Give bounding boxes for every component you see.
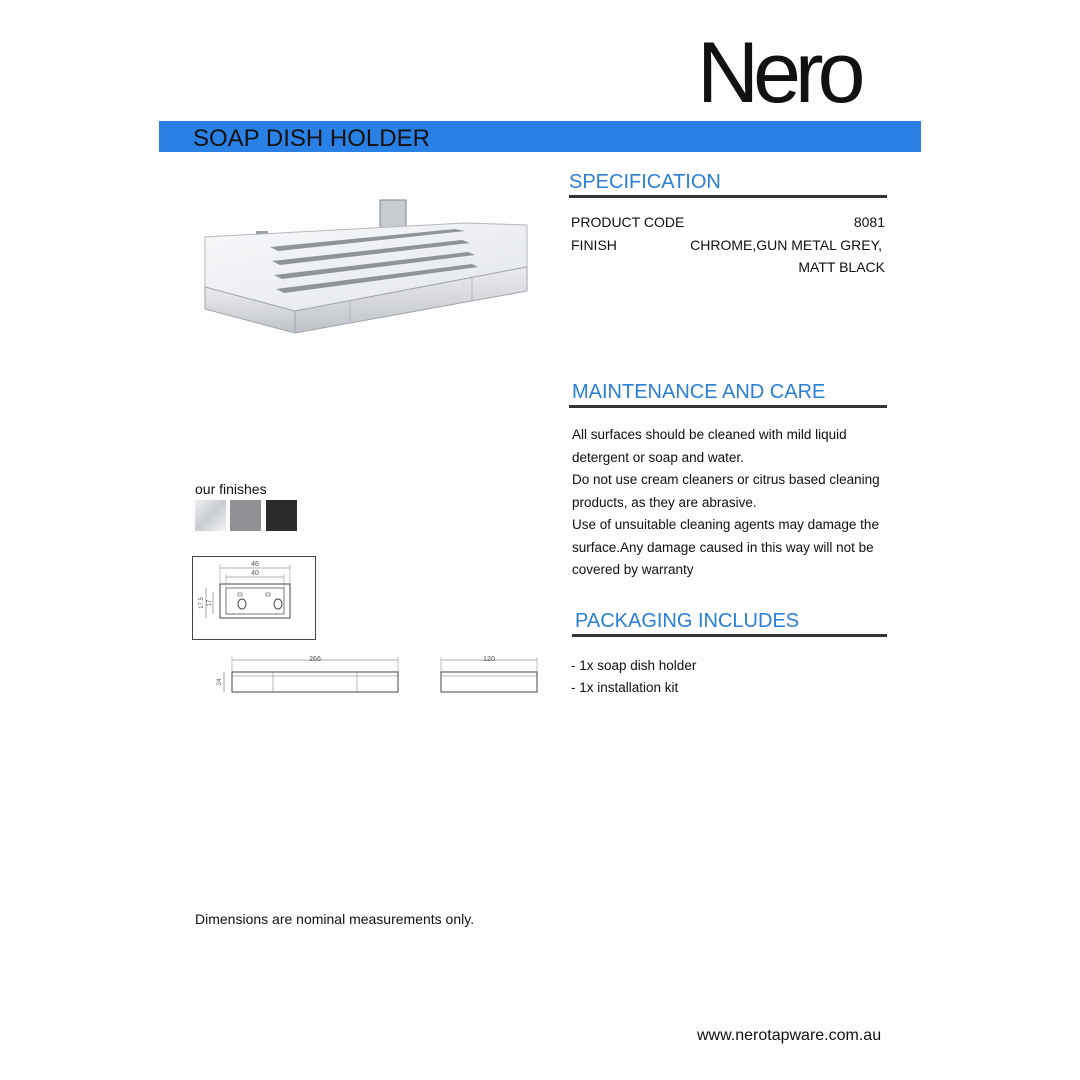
maintenance-line: products, as they are abrasive. [572,494,757,510]
dim-17: 17 [207,599,213,607]
finish-value-line2: MATT BLACK [798,259,885,275]
finish-label: FINISH [571,237,617,253]
maintenance-line: detergent or soap and water. [572,449,744,465]
dim-40: 40 [251,570,259,577]
maintenance-line: surface.Any damage caused in this way will not be [572,539,874,555]
packaging-heading: PACKAGING INCLUDES [575,610,800,632]
website-link[interactable]: www.nerotapware.com.au [697,1027,882,1044]
specification-heading: SPECIFICATION [569,171,721,193]
swatch-matt-black [266,500,297,531]
maintenance-text [572,424,902,582]
maintenance-line: covered by warranty [572,562,694,577]
product-title: SOAP DISH HOLDER [193,125,430,152]
product-code-label: PRODUCT CODE [571,214,685,230]
dim-266: 266 [309,656,321,663]
swatch-chrome [195,500,226,531]
specification-rule [569,195,887,198]
maintenance-rule [569,405,887,408]
technical-drawing-plan [192,556,317,641]
product-code-value: 8081 [853,214,885,230]
maintenance-heading: MAINTENANCE AND CARE [572,381,826,403]
dim-24: 24 [217,678,223,686]
dim-46: 46 [251,561,259,568]
brand-logo: Nero [697,25,860,121]
maintenance-line: Do not use cream cleaners or citrus based cleaning [572,472,880,487]
swatch-gun-metal-grey [230,500,261,531]
maintenance-line: All surfaces should be cleaned with mild liquid [572,427,847,442]
maintenance-line: Use of unsuitable cleaning agents may damage the [572,517,879,532]
dim-120: 120 [483,656,495,663]
product-image [200,195,530,340]
packaging-item: - 1x soap dish holder [571,658,697,673]
technical-drawing-side [438,654,540,696]
dimensions-note: Dimensions are nominal measurements only. [195,911,475,927]
finish-value-line1: CHROME,GUN METAL GREY, [690,237,882,253]
packaging-rule [572,634,887,637]
packaging-item: - 1x installation kit [571,680,679,695]
dim-17-5: 17.5 [199,597,205,609]
finishes-label: our finishes [195,481,267,497]
technical-drawing-front [215,654,405,696]
